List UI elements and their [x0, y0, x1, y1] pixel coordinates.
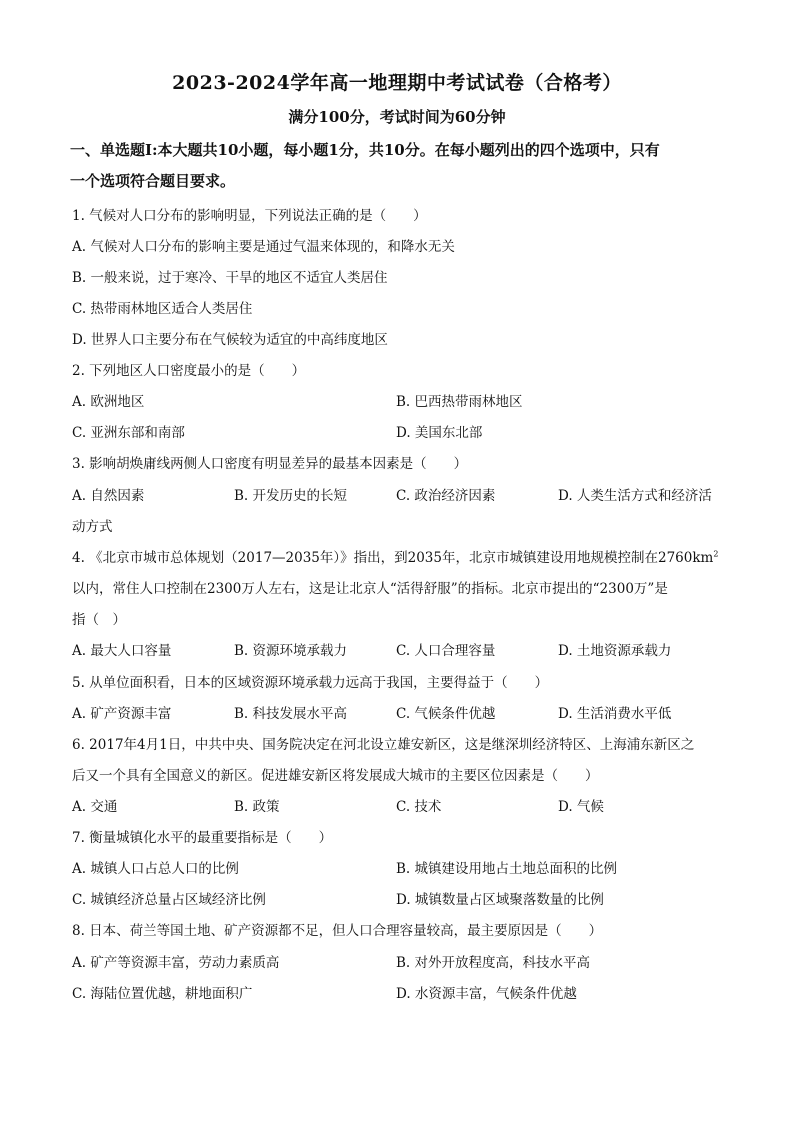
question-4-stem-line2: 以内，常住人口控制在2300万人左右，这是让北京人“活得舒服”的指标。北京市提出的“2300万”是	[72, 581, 668, 597]
question-7-option-b: B. 城镇建设用地占土地总面积的比例	[396, 861, 618, 877]
question-6-stem-line1: 6. 2017年4月1日，中共中央、国务院决定在河北设立雄安新区，这是继深圳经济特区、上海浦东新区之	[72, 737, 695, 753]
question-8-option-c: C. 海陆位置优越，耕地面积广	[72, 986, 253, 1002]
question-1-option-d: D. 世界人口主要分布在气候较为适宜的中高纬度地区	[72, 332, 388, 348]
question-5-stem: 5. 从单位面积看，日本的区域资源环境承载力远高于我国，主要得益于（ ）	[72, 675, 549, 691]
question-4-stem-text: 4. 《北京市城市总体规划（2017—2035年）》指出，到2035年，北京市城镇建设用地规模控制在2760km	[72, 550, 714, 566]
exam-subtitle: 满分100分，考试时间为60分钟	[288, 108, 506, 126]
question-2-option-d: D. 美国东北部	[396, 425, 483, 441]
question-7-stem: 7. 衡量城镇化水平的最重要指标是（ ）	[72, 830, 333, 846]
question-8-option-a: A. 矿产等资源丰富，劳动力素质高	[72, 955, 280, 971]
question-8-option-b: B. 对外开放程度高，科技水平高	[396, 955, 591, 971]
question-2-option-a: A. 欧洲地区	[72, 394, 145, 410]
question-4-stem-line1	[72, 546, 718, 566]
question-6-option-d: D. 气候	[558, 799, 604, 815]
question-1-stem: 1. 气候对人口分布的影响明显，下列说法正确的是（ ）	[72, 208, 427, 224]
question-4-option-d: D. 土地资源承载力	[558, 643, 672, 659]
question-7-option-d: D. 城镇数量占区域聚落数量的比例	[396, 892, 604, 908]
question-3-stem: 3. 影响胡焕庸线两侧人口密度有明显差异的最基本因素是（ ）	[72, 456, 468, 472]
question-1-option-c: C. 热带雨林地区适合人类居住	[72, 301, 253, 317]
question-8-option-d: D. 水资源丰富，气候条件优越	[396, 986, 577, 1002]
question-4-stem-line3: 指（ ）	[72, 612, 126, 628]
question-4-option-b: B. 资源环境承载力	[234, 643, 348, 659]
section-heading-line2: 一个选项符合题目要求。	[70, 172, 236, 190]
question-5-option-a: A. 矿产资源丰富	[72, 706, 172, 722]
section-heading-line1: 一、单选题Ⅰ:本大题共10小题，每小题1分，共10分。在每小题列出的四个选项中，只有	[70, 141, 660, 159]
question-2-option-c: C. 亚洲东部和南部	[72, 425, 185, 441]
question-7-option-a: A. 城镇人口占总人口的比例	[72, 861, 239, 877]
question-2-stem: 2. 下列地区人口密度最小的是（ ）	[72, 363, 306, 379]
question-4-option-c: C. 人口合理容量	[396, 643, 496, 659]
question-4-option-a: A. 最大人口容量	[72, 643, 172, 659]
exam-title: 2023-2024学年高一地理期中考试试卷（合格考）	[172, 72, 622, 94]
question-5-option-c: C. 气候条件优越	[396, 706, 496, 722]
question-3-option-a: A. 自然因素	[72, 488, 145, 504]
superscript-2: 2	[713, 549, 719, 559]
section-heading	[70, 135, 730, 197]
question-1-option-b: B. 一般来说，过于寒冷、干旱的地区不适宜人类居住	[72, 270, 388, 286]
question-6-stem-line2: 后又一个具有全国意义的新区。促进雄安新区将发展成大城市的主要区位因素是（ ）	[72, 768, 599, 784]
question-3-option-b: B. 开发历史的长短	[234, 488, 348, 504]
question-7-option-c: C. 城镇经济总量占区域经济比例	[72, 892, 266, 908]
question-3-option-c: C. 政治经济因素	[396, 488, 496, 504]
question-8-stem: 8. 日本、荷兰等国土地、矿产资源都不足，但人口合理容量较高，最主要原因是（ ）	[72, 923, 603, 939]
question-6-option-a: A. 交通	[72, 799, 118, 815]
question-2-option-b: B. 巴西热带雨林地区	[396, 394, 523, 410]
question-6-option-c: C. 技术	[396, 799, 442, 815]
question-5-option-b: B. 科技发展水平高	[234, 706, 348, 722]
question-5-option-d: D. 生活消费水平低	[558, 706, 672, 722]
question-3-option-d-continuation: 动方式	[72, 519, 113, 535]
question-3-option-d: D. 人类生活方式和经济活	[558, 488, 712, 504]
question-6-option-b: B. 政策	[234, 799, 280, 815]
question-1-option-a: A. 气候对人口分布的影响主要是通过气温来体现的，和降水无关	[72, 239, 455, 255]
